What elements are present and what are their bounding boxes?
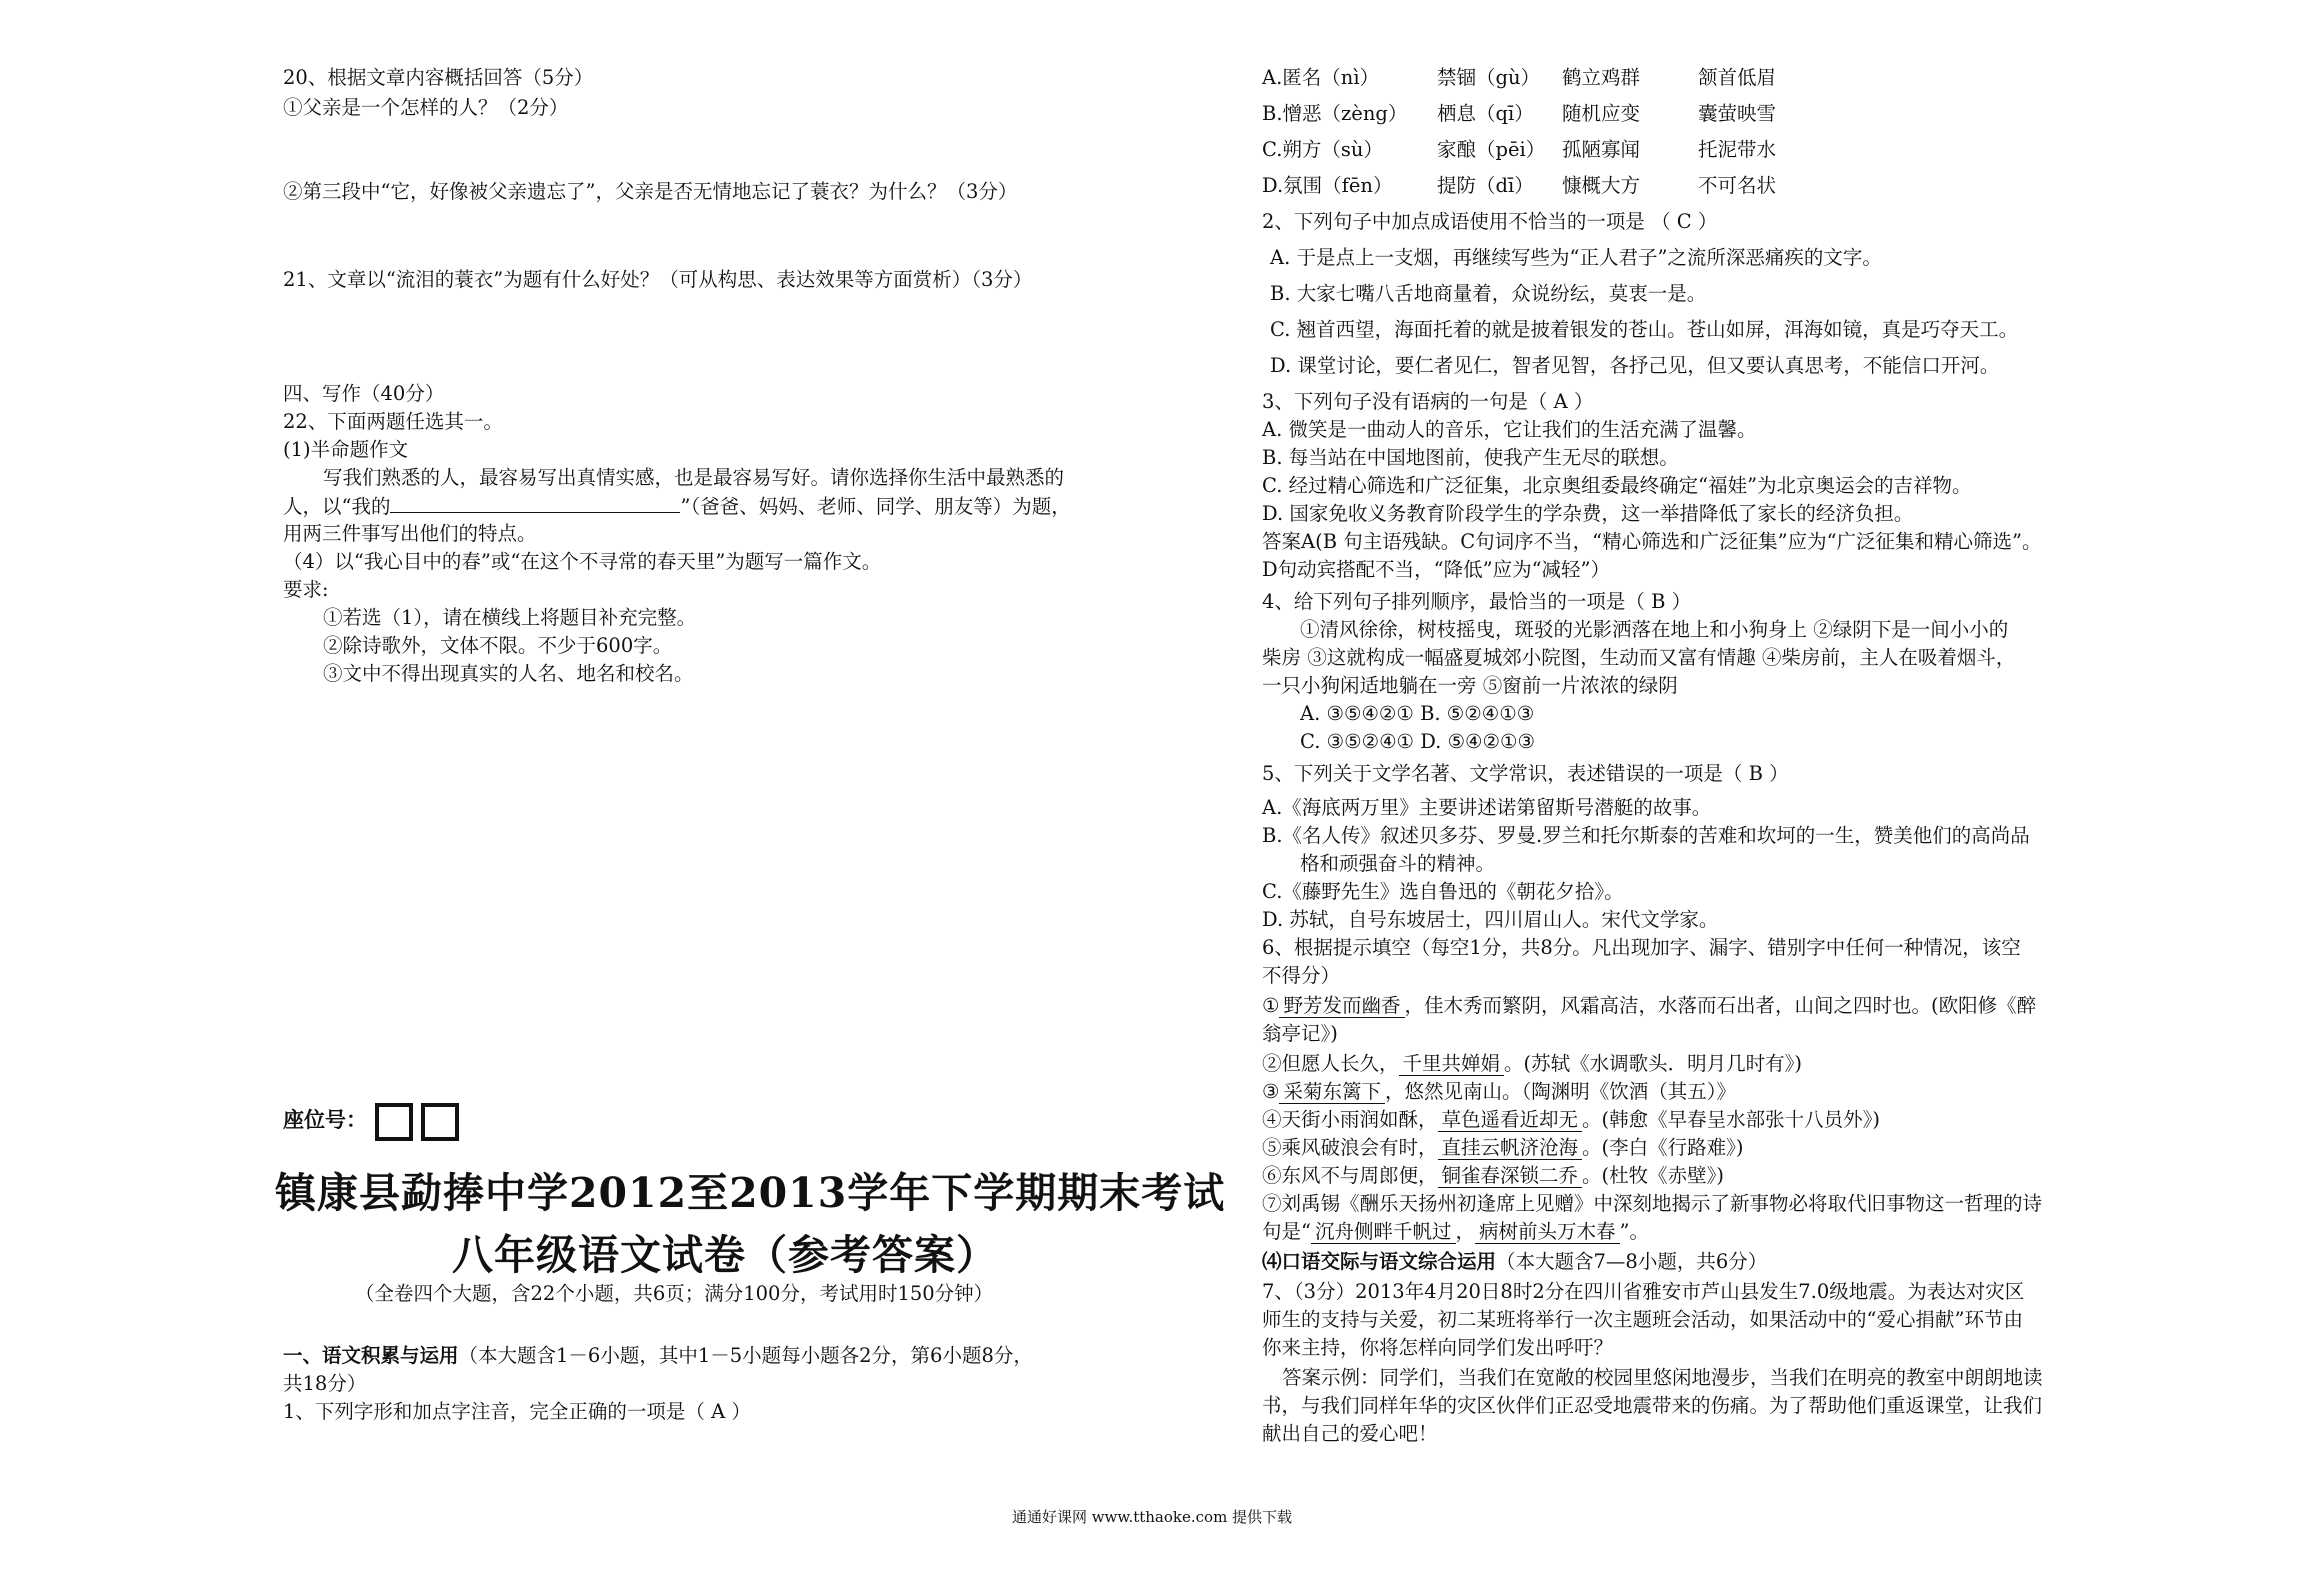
q1-option-cell: A.匿名（nì）	[1262, 66, 1380, 89]
q4-text-2: 柴房 ③这就构成一幅盛夏城郊小院图，生动而又富有情趣 ④柴房前，主人在吸着烟斗，	[1262, 646, 2016, 669]
fill-1-suffix: ，佳木秀而繁阴，风霜高洁，水落而石出者，山间之四时也。(欧阳修《醉	[1404, 994, 2037, 1017]
q4-options-ab: A. ③⑤④②① B. ⑤②④①③	[1300, 702, 1535, 725]
q4-text-1: ①清风徐徐，树枝摇曳，斑驳的光影洒落在地上和小狗身上 ②绿阴下是一间小小的	[1300, 618, 2009, 641]
q7-answer-1: 答案示例：同学们，当我们在宽敞的校园里悠闲地漫步，当我们在明亮的教室中朗朗地读	[1282, 1366, 2043, 1389]
fill-4-suffix: 。(韩愈《早春呈水部张十八员外》)	[1582, 1108, 1880, 1131]
exam-title: 镇康县勐捧中学2012至2013学年下学期期末考试	[275, 1169, 1226, 1217]
fill-3-prefix: ③	[1262, 1080, 1280, 1103]
fill-5	[1262, 1136, 1744, 1160]
fill-4	[1262, 1108, 1880, 1132]
fill-1	[1262, 994, 2036, 1018]
fill-4-prefix: ④天街小雨润如酥，	[1262, 1108, 1438, 1131]
fill-7-answer-1: 沉舟侧畔千帆过	[1311, 1221, 1456, 1244]
fill-3	[1262, 1080, 1736, 1104]
opt1-text2b: ”（爸爸、妈妈、老师、同学、朋友等）为题，	[680, 495, 1071, 518]
q1-option-cell: 托泥带水	[1698, 138, 1777, 161]
q1-option-cell: 慷概大方	[1562, 174, 1641, 197]
exam-subtitle-title: 八年级语文试卷（参考答案）	[452, 1231, 998, 1279]
fill-3-answer: 采菊东篱下	[1279, 1081, 1385, 1104]
fill-5-answer: 直挂云帆济沧海	[1438, 1137, 1583, 1160]
fill-7-question: ⑦刘禹锡《酬乐天扬州初逢席上见赠》中深刻地揭示了新事物必将取代旧事物这一哲理的诗	[1262, 1192, 2043, 1215]
q3: 3、下列句子没有语病的一句是（ A ）	[1262, 390, 1594, 413]
q1-option-cell: 家酿（pēi）	[1437, 138, 1546, 161]
exam-info: （全卷四个大题，含22个小题，共6页；满分100分，考试用时150分钟）	[355, 1282, 994, 1305]
fill-6	[1262, 1164, 1724, 1188]
q1-option-cell: 孤陋寡闻	[1562, 138, 1641, 161]
q1-option-cell: 禁锢（gù）	[1437, 66, 1541, 89]
requirements-label: 要求:	[283, 578, 329, 601]
q2-option-c: C. 翘首西望，海面托着的就是披着银发的苍山。苍山如屏，洱海如镜，真是巧夺天工。	[1270, 318, 2019, 341]
opt1-text1: 写我们熟悉的人，最容易写出真情实感，也是最容易写好。请你选择你生活中最熟悉的	[323, 466, 1065, 489]
fill-7	[1262, 1220, 1649, 1244]
q6-heading-cont: 不得分）	[1262, 964, 1341, 987]
q7-answer-2: 书，与我们同样年华的灾区伙伴们正忍受地震带来的伤痛。为了帮助他们重返课堂，让我们	[1262, 1394, 2043, 1417]
opt2: （4）以“我心目中的春”或“在这个不寻常的春天里”为题写一篇作文。	[283, 550, 882, 573]
q3-option-a: A. 微笑是一曲动人的音乐，它让我们的生活充满了温馨。	[1262, 418, 1757, 441]
q6-heading: 6、根据提示填空（每空1分，共8分。凡出现加字、漏字、错别字中任何一种情况，该空	[1262, 936, 2021, 959]
q20-heading: 20、根据文章内容概括回答（5分）	[283, 66, 594, 89]
q2-option-d: D. 课堂讨论，要仁者见仁，智者见智，各抒己见，但又要认真思考，不能信口开河。	[1270, 354, 2000, 377]
q1-option-cell: 提防（dī）	[1437, 174, 1534, 197]
section-oral-desc: （本大题含7—8小题，共6分）	[1496, 1250, 1768, 1273]
fill-7-comma: ，	[1455, 1220, 1476, 1243]
fill-7-prefix: 句是“	[1262, 1220, 1311, 1243]
q5-option-b: B.《名人传》叙述贝多芬、罗曼.罗兰和托尔斯泰的苦难和坎坷的一生，赞美他们的高尚品	[1262, 824, 2030, 847]
q5-option-a: A.《海底两万里》主要讲述诺第留斯号潜艇的故事。	[1262, 796, 1712, 819]
q2-option-b: B. 大家七嘴八舌地商量着，众说纷纭，莫衷一是。	[1270, 282, 1707, 305]
q7-answer-3: 献出自己的爱心吧！	[1262, 1422, 1438, 1445]
section1-desc: （本大题含1－6小题，其中1－5小题每小题各2分，第6小题8分，	[458, 1344, 1033, 1367]
q1-option-cell: 随机应变	[1562, 102, 1641, 125]
requirement-1: ①若选（1），请在横线上将题目补充完整。	[323, 606, 697, 629]
q22: 22、下面两题任选其一。	[283, 410, 503, 433]
seat-box-2	[421, 1103, 459, 1141]
q1-option-cell: 栖息（qī）	[1437, 102, 1534, 125]
q1-option-cell: D.氛围（fēn）	[1262, 174, 1393, 197]
q5-option-c: C.《藤野先生》选自鲁迅的《朝花夕拾》。	[1262, 880, 1624, 903]
section1-heading	[283, 1344, 1033, 1368]
footer-credit: 通通好课网 www.tthaoke.com 提供下载	[1011, 1508, 1293, 1526]
section1-desc2: 共18分）	[283, 1372, 367, 1395]
fill-1-prefix: ①	[1262, 994, 1280, 1017]
q1-option-cell: B.憎恶（zèng）	[1262, 102, 1408, 125]
section-oral-title: ⑷口语交际与语文综合运用	[1262, 1250, 1497, 1273]
q1-option-cell: 囊萤映雪	[1698, 102, 1777, 125]
fill-7-suffix: ”。	[1619, 1220, 1650, 1243]
opt1-text2a: 人，以“我的	[283, 495, 391, 518]
q5: 5、下列关于文学名著、文学常识，表述错误的一项是（ B ）	[1262, 762, 1789, 785]
q1-option-cell: C.朔方（sù）	[1262, 138, 1383, 161]
requirement-3: ③文中不得出现真实的人名、地名和校名。	[323, 662, 694, 685]
q1-option-cell: 鹤立鸡群	[1562, 66, 1641, 89]
seat-label: 座位号：	[283, 1107, 367, 1132]
fill-6-suffix: 。(杜牧《赤壁》)	[1582, 1164, 1724, 1187]
q7-line-1: 7、（3分）2013年4月20日8时2分在四川省雅安市芦山县发生7.0级地震。为表达对灾区	[1262, 1280, 2025, 1303]
q4-options-cd: C. ③⑤②④① D. ⑤④②①③	[1300, 730, 1535, 753]
fill-6-answer: 铜雀春深锁二乔	[1438, 1165, 1583, 1188]
q4: 4、给下列句子排列顺序，最恰当的一项是（ B ）	[1262, 590, 1692, 613]
q3-answer-1: 答案A(B 句主语残缺。C句词序不当，“精心筛选和广泛征集”应为“广泛征集和精心筛选”。	[1262, 530, 2042, 553]
section-oral-heading	[1262, 1250, 1767, 1274]
fill-4-answer: 草色遥看近却无	[1438, 1109, 1583, 1132]
q1: 1、下列字形和加点字注音，完全正确的一项是（ A ）	[283, 1400, 751, 1423]
q4-text-3: 一只小狗闲适地躺在一旁 ⑤窗前一片浓浓的绿阴	[1262, 674, 1678, 697]
fill-7-answer-2: 病树前头万木春	[1475, 1221, 1620, 1244]
q5-option-d: D. 苏轼，自号东坡居士，四川眉山人。宋代文学家。	[1262, 908, 1719, 931]
q1-option-cell: 不可名状	[1698, 174, 1777, 197]
fill-2-answer: 千里共婵娟	[1399, 1053, 1505, 1076]
q20-sub2: ②第三段中“它，好像被父亲遗忘了”，父亲是否无情地忘记了蓑衣？为什么？（3分）	[283, 180, 1018, 203]
q2: 2、下列句子中加点成语使用不恰当的一项是 （ C ）	[1262, 210, 1718, 233]
q3-option-d: D. 国家免收义务教育阶段学生的学杂费，这一举措降低了家长的经济负担。	[1262, 502, 1914, 525]
fill-1-cont: 翁亭记》)	[1262, 1022, 1338, 1045]
opt1-heading: (1)半命题作文	[283, 438, 409, 461]
q7-line-3: 你来主持，你将怎样向同学们发出呼吁？	[1262, 1336, 1614, 1359]
section1-title: 一、语文积累与运用	[283, 1344, 459, 1367]
q1-option-cell: 颔首低眉	[1698, 66, 1777, 89]
fill-3-suffix: ，悠然见南山。（陶渊明《饮酒（其五）》	[1385, 1080, 1737, 1103]
q20-sub1: ①父亲是一个怎样的人？（2分）	[283, 96, 569, 119]
q7-line-2: 师生的支持与关爱，初二某班将举行一次主题班会活动，如果活动中的“爱心捐献”环节由	[1262, 1308, 2023, 1331]
fill-2-prefix: ②但愿人长久，	[1262, 1052, 1399, 1075]
section4-heading: 四、写作（40分）	[283, 382, 445, 405]
opt1-text2	[283, 494, 1071, 519]
q3-option-c: C. 经过精心筛选和广泛征集，北京奥组委最终确定“福娃”为北京奥运会的吉祥物。	[1262, 474, 1972, 497]
opt1-text3: 用两三件事写出他们的特点。	[283, 522, 537, 545]
fill-5-prefix: ⑤乘风破浪会有时，	[1262, 1136, 1438, 1159]
fill-2-suffix: 。(苏轼《水调歌头．明月几时有》)	[1504, 1052, 1802, 1075]
fill-1-answer: 野芳发而幽香	[1279, 995, 1404, 1018]
q21: 21、文章以“流泪的蓑衣”为题有什么好处？（可从构思、表达效果等方面赏析）（3分）	[283, 268, 1033, 291]
seat-number	[283, 1098, 459, 1142]
q3-answer-2: D句动宾搭配不当，“降低”应为“减轻”）	[1262, 558, 1611, 581]
requirement-2: ②除诗歌外，文体不限。不少于600字。	[323, 634, 673, 657]
fill-5-suffix: 。(李白《行路难》)	[1582, 1136, 1744, 1159]
q3-option-b: B. 每当站在中国地图前，使我产生无尽的联想。	[1262, 446, 1679, 469]
q5-option-b-cont: 格和顽强奋斗的精神。	[1300, 852, 1496, 875]
fill-6-prefix: ⑥东风不与周郎便，	[1262, 1164, 1438, 1187]
q2-option-a: A. 于是点上一支烟，再继续写些为“正人君子”之流所深恶痛疾的文字。	[1270, 246, 1882, 269]
seat-box-1	[375, 1103, 413, 1141]
fill-2	[1262, 1052, 1802, 1076]
title-blank-line	[390, 494, 680, 513]
